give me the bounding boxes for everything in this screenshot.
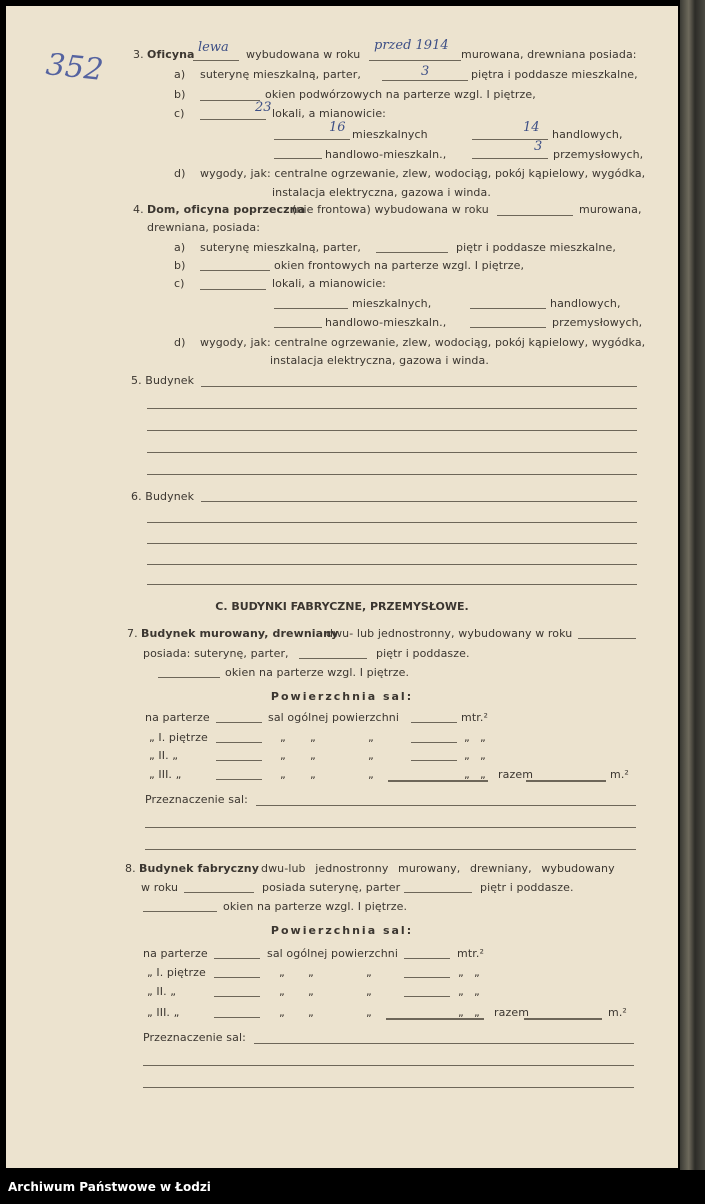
s4-d-text2: instalacja elektryczna, gazowa i winda. [270, 354, 489, 367]
s4-mieszk: mieszkalnych, [352, 297, 432, 310]
blank-line [404, 958, 450, 959]
s3-handwritten-handl: 14 [523, 120, 540, 135]
s3-handwritten-side: lewa [198, 40, 229, 55]
blank-line [578, 638, 636, 639]
blank-line [184, 892, 254, 893]
blank-line [214, 996, 260, 997]
s4-b-text: okien frontowych na parterze wzgl. I piętrze, [274, 259, 525, 272]
s3-a-tail: piętra i poddasze mieszkalne, [471, 68, 638, 81]
s8-line3: okien na parterze wzgl. I piętrze. [223, 900, 408, 913]
s8-row1-c: mtr.² [457, 947, 484, 960]
blank-line [145, 849, 636, 850]
ditto-mark: „ [279, 985, 285, 998]
s7-total-label: razem [498, 768, 534, 781]
ditto-mark: „ [279, 1006, 285, 1019]
s3-materials: murowana, drewniana posiada: [461, 48, 637, 61]
s7-row1-b: sal ogólnej powierzchni [268, 711, 399, 724]
blank-line [201, 501, 637, 502]
s7-row2-label: „ I. piętrze [149, 731, 208, 744]
blank-line [147, 564, 637, 565]
ditto-mark: „ [310, 731, 316, 744]
blank-line [147, 584, 637, 585]
blank-line [404, 892, 472, 893]
s6-label: 6. Budynek [131, 490, 195, 503]
s7-line3: okien na parterze wzgl. I piętrze. [225, 666, 410, 679]
ditto-mark: „ [464, 731, 470, 744]
ditto-mark: „ [308, 966, 314, 979]
ditto-mark: „ [458, 966, 464, 979]
s7-line2b: piętr i poddasze. [376, 647, 470, 660]
ditto-mark: „ [280, 731, 286, 744]
blank-line [147, 543, 637, 544]
blank-line [404, 977, 450, 978]
s4-przem: przemysłowych, [552, 316, 643, 329]
page-number-handwritten: 352 [44, 47, 105, 88]
s7-title: Budynek murowany, drewniany [141, 627, 339, 640]
ditto-mark: „ [480, 768, 486, 781]
s4-c-label: c) [174, 277, 185, 290]
blank-line [274, 158, 322, 159]
ditto-mark: „ [310, 768, 316, 781]
blank-line [299, 658, 367, 659]
s3-d-text2: instalacja elektryczna, gazowa i winda. [272, 186, 491, 199]
blank-line [376, 252, 448, 253]
document-page [6, 6, 678, 1168]
blank-line [470, 327, 546, 328]
s3-handl-mieszk: handlowo-mieszkaln., [325, 148, 447, 161]
s8-line2a: w roku [141, 881, 179, 894]
s3-a-text: suterynę mieszkalną, parter, [200, 68, 361, 81]
s3-mieszk: mieszkalnych [352, 128, 428, 141]
blank-line [143, 1087, 634, 1088]
ditto-mark: „ [308, 1006, 314, 1019]
s3-handwritten-przem: 3 [534, 139, 543, 154]
blank-line [200, 100, 260, 101]
blank-line [214, 958, 260, 959]
s3-c-text: lokali, a mianowicie: [272, 107, 386, 120]
s8-line2b: posiada suterynę, parter [262, 881, 401, 894]
ditto-mark: „ [474, 985, 480, 998]
blank-line [200, 289, 266, 290]
s7-row4-label: „ III. „ [149, 768, 182, 781]
s8-row2-label: „ I. piętrze [147, 966, 206, 979]
blank-line [214, 977, 260, 978]
blank-line [147, 522, 637, 523]
s3-przem: przemysłowych, [553, 148, 644, 161]
s3-b-label: b) [174, 88, 186, 101]
s8-number: 8. [125, 862, 136, 875]
s4-handl-mieszk: handlowo-mieszkaln., [325, 316, 447, 329]
s3-handl: handlowych, [552, 128, 623, 141]
s3-handwritten-floors: 3 [421, 64, 430, 79]
s7-line2a: posiada: suterynę, parter, [143, 647, 289, 660]
blank-line [388, 780, 488, 782]
blank-line [201, 386, 637, 387]
blank-line [200, 119, 266, 120]
ditto-mark: „ [308, 985, 314, 998]
blank-line [254, 1043, 634, 1044]
s8-row4-label: „ III. „ [147, 1006, 180, 1019]
s7-row1-a: na parterze [145, 711, 210, 724]
ditto-mark: „ [368, 731, 374, 744]
ditto-mark: „ [464, 749, 470, 762]
ditto-mark: „ [458, 985, 464, 998]
s4-d-label: d) [174, 336, 186, 349]
ditto-mark: „ [280, 749, 286, 762]
s4-b-label: b) [174, 259, 186, 272]
blank-line [216, 760, 262, 761]
s4-title: Dom, oficyna poprzeczna [147, 203, 306, 216]
ditto-mark: „ [366, 985, 372, 998]
blank-line [411, 760, 457, 761]
s3-d-text: wygody, jak: centralne ogrzewanie, zlew, wodociąg, pokój kąpielowy, wygódka, [200, 167, 646, 180]
s4-handl: handlowych, [550, 297, 621, 310]
s4-c-text: lokali, a mianowicie: [272, 277, 386, 290]
s4-materials: murowana, [579, 203, 642, 216]
blank-line [369, 60, 461, 61]
archive-label: Archiwum Państwowe w Łodzi [8, 1180, 211, 1194]
s4-a-label: a) [174, 241, 186, 254]
s8-total-unit: m.² [608, 1006, 627, 1019]
s3-handwritten-mieszk: 16 [329, 120, 346, 135]
s3-number: 3. [133, 48, 144, 61]
s7-purpose-label: Przeznaczenie sal: [145, 793, 248, 806]
s3-a-label: a) [174, 68, 186, 81]
s7-title-tail: dwu- lub jednostronny, wybudowany w roku [326, 627, 573, 640]
s3-handwritten-year: przed 1914 [374, 38, 449, 53]
ditto-mark: „ [366, 966, 372, 979]
s8-row1-a: na parterze [143, 947, 208, 960]
blank-line [411, 722, 457, 723]
ditto-mark: „ [368, 768, 374, 781]
s7-number: 7. [127, 627, 138, 640]
ditto-mark: „ [310, 749, 316, 762]
s4-line2: drewniana, posiada: [147, 221, 261, 234]
blank-line [382, 80, 468, 81]
book-binding [680, 0, 705, 1170]
s4-a-text: suterynę mieszkalną, parter, [200, 241, 361, 254]
blank-line [147, 452, 637, 453]
ditto-mark: „ [480, 731, 486, 744]
ditto-mark: „ [464, 768, 470, 781]
blank-line [147, 408, 637, 409]
blank-line [411, 742, 457, 743]
blank-line [216, 779, 262, 780]
blank-line [143, 911, 217, 912]
blank-line [470, 308, 546, 309]
ditto-mark: „ [368, 749, 374, 762]
blank-line [524, 1018, 602, 1020]
s7-total-unit: m.² [610, 768, 629, 781]
s7-row1-c: mtr.² [461, 711, 488, 724]
s3-handwritten-lokali: 23 [255, 100, 272, 115]
s3-title: Oficyna [147, 48, 195, 61]
blank-line [147, 430, 637, 431]
blank-line [147, 474, 637, 475]
ditto-mark: „ [366, 1006, 372, 1019]
ditto-mark: „ [474, 966, 480, 979]
blank-line [472, 158, 548, 159]
blank-line [216, 722, 262, 723]
s3-built-label: wybudowana w roku [246, 48, 361, 61]
s5-label: 5. Budynek [131, 374, 195, 387]
blank-line [158, 677, 220, 678]
ditto-mark: „ [458, 1006, 464, 1019]
ditto-mark: „ [279, 966, 285, 979]
s3-c-label: c) [174, 107, 185, 120]
s3-b-text: okien podwórzowych na parterze wzgl. I piętrze, [265, 88, 536, 101]
s8-title-tail: dwu-lub jednostronny murowany, drewniany, wybudowany [261, 862, 615, 875]
s8-line2c: piętr i poddasze. [480, 881, 574, 894]
blank-line [404, 996, 450, 997]
blank-line [497, 215, 573, 216]
s8-surface-heading: Powierzchnia sal: [270, 924, 414, 937]
s4-title-tail: (nie frontowa) wybudowana w roku [292, 203, 489, 216]
blank-line [256, 805, 636, 806]
s8-row1-b: sal ogólnej powierzchni [267, 947, 398, 960]
blank-line [526, 780, 606, 782]
s7-surface-heading: Powierzchnia sal: [270, 690, 414, 703]
blank-line [274, 327, 322, 328]
blank-line [386, 1018, 484, 1020]
s3-d-label: d) [174, 167, 186, 180]
s8-title: Budynek fabryczny [139, 862, 259, 875]
ditto-mark: „ [480, 749, 486, 762]
s8-row3-label: „ II. „ [147, 985, 177, 998]
blank-line [274, 308, 348, 309]
blank-line [145, 827, 636, 828]
ditto-mark: „ [280, 768, 286, 781]
blank-line [214, 1017, 260, 1018]
s4-d-text: wygody, jak: centralne ogrzewanie, zlew, wodociąg, pokój kąpielowy, wygódka, [200, 336, 646, 349]
s4-a-tail: piętr i poddasze mieszkalne, [456, 241, 616, 254]
s4-number: 4. [133, 203, 144, 216]
blank-line [193, 60, 239, 61]
s7-row3-label: „ II. „ [149, 749, 179, 762]
s8-purpose-label: Przeznaczenie sal: [143, 1031, 246, 1044]
s8-total-label: razem [494, 1006, 530, 1019]
blank-line [274, 139, 350, 140]
blank-line [216, 742, 262, 743]
blank-line [200, 270, 270, 271]
section-c-heading: C. BUDYNKI FABRYCZNE, PRZEMYSŁOWE. [215, 600, 469, 613]
ditto-mark: „ [474, 1006, 480, 1019]
blank-line [143, 1065, 634, 1066]
